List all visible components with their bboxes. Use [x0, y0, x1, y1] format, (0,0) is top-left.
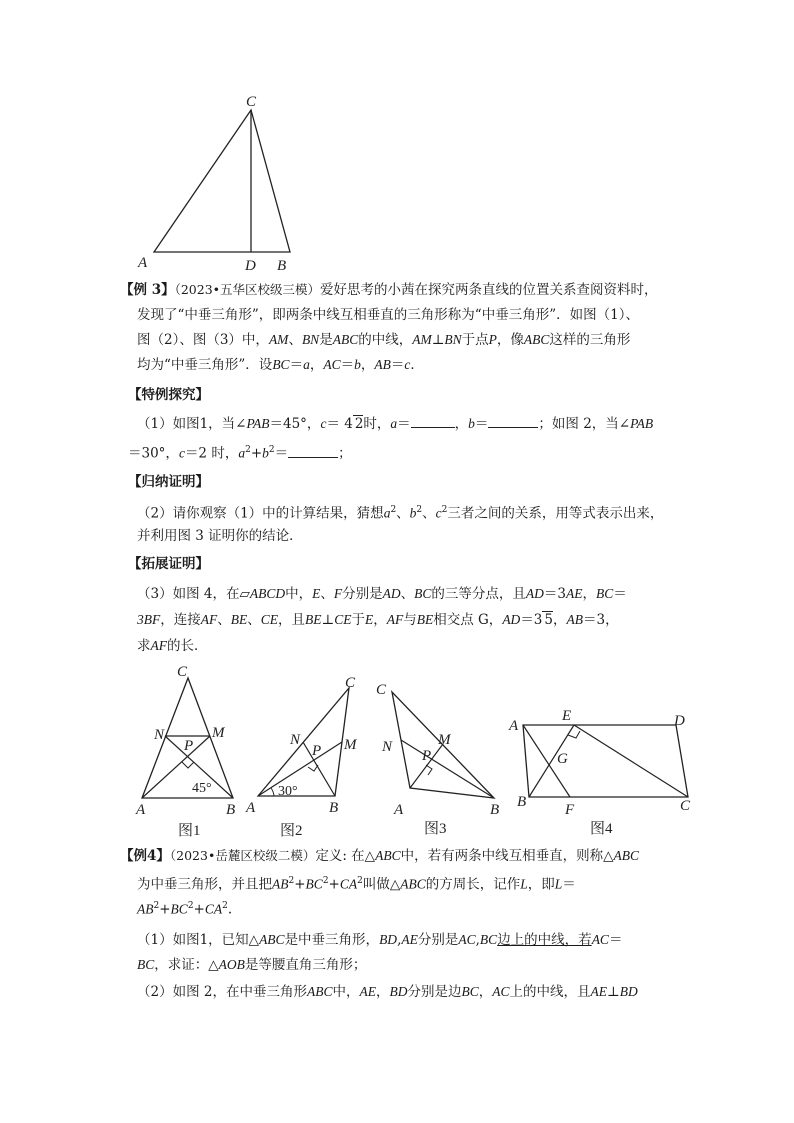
- ex4-q2-line1: [137, 982, 638, 1002]
- q1l2-b-text: ＝2 时，: [184, 445, 239, 462]
- q3l2-af-text: AF: [200, 612, 218, 627]
- l3-end-text: .: [227, 901, 233, 918]
- figure-3: [370, 662, 510, 842]
- q3l2-ad-text: AD: [502, 612, 521, 627]
- ex3-q3-line2: [137, 610, 619, 630]
- q3l2-sqrt-text: 5: [544, 612, 553, 628]
- line3-abc2-text: ABC: [523, 332, 550, 347]
- fig1-label-c: C: [177, 664, 188, 680]
- l2-d-text: ，即: [527, 876, 555, 893]
- ex3-heading-special: 【特例探究】: [128, 387, 209, 403]
- q1-e-text: ,: [475, 932, 480, 948]
- q3-f2-text: 的三等分点，且: [431, 586, 526, 602]
- fig1-label-angle: 45°: [192, 781, 212, 796]
- q1-b-text: ＝45°，: [269, 416, 321, 432]
- line4-sep2-text: ，: [360, 357, 375, 373]
- q2-bv-text: b: [409, 505, 417, 521]
- q2-d-text: 三者之间的关系，用等式表示出来，: [447, 505, 664, 522]
- line3-p-text: P: [488, 332, 497, 347]
- q1-d-text: ＝ 4: [326, 416, 353, 432]
- q3l2-be2-text: BE: [305, 612, 322, 627]
- q1-pab-text: PAB: [246, 416, 270, 431]
- figure-2: [240, 662, 370, 842]
- line3-bn-text: BN: [301, 332, 320, 347]
- q3l2-j-text: ，: [553, 612, 567, 628]
- fig2-label-m: M: [344, 737, 357, 753]
- figure-1: [130, 662, 250, 842]
- q1-f-text: ＝: [397, 416, 411, 432]
- q1-a2-text: a: [390, 416, 398, 431]
- line3-a-text: 图（2）、图（3）中，: [137, 332, 269, 348]
- l2-s2-text: 2: [322, 876, 329, 886]
- q1-a-text: （1）如图1，当∠: [137, 416, 247, 432]
- q1l2-sup1-text: 2: [245, 445, 251, 455]
- ex3-q3-line1: [137, 584, 627, 604]
- line4-cv-text: c: [404, 357, 411, 372]
- q3-i-text: ＝: [613, 586, 627, 602]
- triangle-acb: [154, 110, 290, 252]
- line4-ac-text: AC: [323, 357, 341, 372]
- fig2-label-angle: 30°: [278, 784, 298, 799]
- q3-b-text: 中，: [285, 586, 313, 602]
- q2-b-text: 中，: [332, 984, 360, 1000]
- q3l2-ce2-text: CE: [334, 612, 352, 627]
- line4-av-text: a: [303, 357, 310, 372]
- fig1-label-n: N: [154, 727, 165, 743]
- fig1-caption: 图1: [178, 823, 201, 839]
- line3-f-text: ，像: [496, 332, 524, 348]
- line3-am-text: AM: [268, 332, 289, 347]
- q3-ad-text: AD: [382, 586, 401, 601]
- q1l2-a-text: ＝30°，: [128, 445, 179, 462]
- fig3-label-c: C: [376, 682, 387, 698]
- ex3-line2: 发现了“中垂三角形”，即两条中线互相垂直的三角形称为“中垂三角形”．如图（1）、: [137, 307, 639, 323]
- q2-a-text: （2）请你观察（1）中的计算结果，猜想: [137, 505, 384, 522]
- q1-b2-text: b: [468, 416, 475, 431]
- q2-perp-text: ⊥: [607, 984, 620, 1000]
- q1-ac-text: AC: [458, 932, 476, 947]
- q2-s1-text: 2: [390, 505, 397, 515]
- q3l2-d-text: ，且: [278, 612, 306, 628]
- ex3-line4: [137, 355, 424, 375]
- fig3-label-n: N: [382, 739, 393, 755]
- ex3-source: （2023•五华区校级三模）: [174, 282, 321, 297]
- q2-ac-text: AC: [492, 984, 510, 999]
- fig2-label-n: N: [290, 732, 301, 748]
- l2-l-text: L: [520, 876, 528, 892]
- q1l2-a-text: ，求证：△: [154, 957, 219, 973]
- q1l2-plus-text: +: [250, 445, 263, 462]
- top-triangle-figure: [130, 90, 310, 275]
- q2-e-text: ，: [478, 984, 493, 1000]
- q1l2-end-text: ；: [338, 445, 352, 462]
- q1-g-text: ，: [454, 416, 469, 432]
- q3l2-b-text: 、: [217, 612, 231, 628]
- fig3-label-a: A: [394, 802, 404, 818]
- line4-sep1-text: ，: [309, 357, 324, 373]
- l2-b-text: 叫做△: [362, 876, 401, 893]
- label-b: B: [277, 258, 287, 274]
- q3-bc2-text: BC: [595, 586, 614, 601]
- fig1-right-angle: [182, 762, 194, 768]
- q3l2-bf-text: 3BF: [137, 612, 161, 627]
- line3-e-text: 于点: [461, 332, 489, 348]
- line3-abc-text: ABC: [332, 332, 359, 347]
- q1-d-text: 分别是: [417, 932, 459, 948]
- q3l2-h-text: 相交点 G，: [433, 612, 503, 628]
- q1l2-b-text: 是等腰直角三角形；: [244, 957, 367, 973]
- q1l2-c-text: c: [178, 445, 185, 461]
- fig4-line-ce: [574, 725, 688, 797]
- q1l2-a2-text: a: [238, 445, 246, 461]
- label-a: A: [138, 255, 148, 271]
- q3l2-c-text: 、: [247, 612, 261, 628]
- fig3-label-b: B: [490, 802, 500, 818]
- ex4-line2: [137, 871, 576, 895]
- example-4: [120, 846, 680, 1006]
- q2-b-text: 、: [396, 505, 410, 522]
- l3-p1-text: +: [159, 901, 171, 918]
- fig4-parallelogram: [523, 725, 688, 797]
- fig4-label-c: C: [680, 798, 691, 814]
- q3-e-text: E: [312, 586, 321, 601]
- answer-blank-sum[interactable]: [288, 445, 338, 458]
- l2-abc-text: ABC: [400, 876, 426, 892]
- line4-a-text: 均为“中垂三角形”．设: [137, 357, 273, 373]
- q2-c-text: 、: [422, 505, 436, 522]
- q1-a-text: （1）如图1，已知△: [137, 932, 260, 948]
- q1-c-text: c: [320, 416, 327, 431]
- q1-g-text: ＝: [608, 932, 623, 948]
- line4-eq3-text: ＝: [390, 357, 405, 373]
- q3-ad2-text: AD: [525, 586, 544, 601]
- label-d: D: [245, 258, 256, 274]
- q3l2-i-text: ＝3: [520, 612, 543, 628]
- q3l2-perp-text: ⊥: [321, 612, 335, 628]
- fig4-label-g: G: [557, 751, 568, 767]
- l1-b-text: 中，若有两条中线互相垂直，则称△: [400, 848, 614, 864]
- q3l2-ev-text: E: [364, 612, 374, 627]
- fig3-label-m: M: [438, 732, 451, 748]
- q3l2-ce-text: CE: [260, 612, 279, 627]
- ex4-tag: 【例4】: [120, 848, 170, 864]
- l2-c-text: 的方周长，记作: [425, 876, 521, 893]
- line4-end-text: ．: [410, 357, 424, 373]
- l3-s1-text: 2: [153, 901, 160, 911]
- q3l2-a-text: ，连接: [160, 612, 201, 628]
- l2-a-text: 为中垂三角形，并且把: [137, 876, 272, 893]
- l2-s3-text: 2: [357, 876, 363, 886]
- q1-h-text: ＝: [474, 416, 489, 432]
- fig1-label-m: M: [212, 725, 225, 741]
- q3-f-text: F: [333, 586, 343, 601]
- q2-s3-text: 2: [441, 505, 448, 515]
- q3l2-g-text: 与: [403, 612, 417, 628]
- q3l2-ab-text: AB: [566, 612, 583, 627]
- figure-4: [502, 700, 702, 840]
- ex4-line3: [137, 896, 232, 920]
- line3-bn2-text: BN: [444, 332, 462, 347]
- fig2-label-b: B: [329, 800, 339, 816]
- line3-g-text: 这样的三角形: [549, 332, 631, 348]
- fig4-caption: 图4: [590, 821, 613, 837]
- q2-f-text: 上的中线，且: [509, 984, 591, 1000]
- q1-ae-text: AE: [401, 932, 418, 947]
- q3l2-f-text: ，: [373, 612, 387, 628]
- fig2-caption: 图2: [280, 823, 303, 839]
- q3l2-e-text: 于: [351, 612, 365, 628]
- answer-blank-a[interactable]: [411, 415, 455, 428]
- q2-ae2-text: AE: [590, 984, 608, 999]
- ex4-q1-line1: [137, 930, 622, 950]
- q3-abcd-text: ABCD: [249, 586, 286, 601]
- q1-i-text: ；如图 2，当∠: [538, 416, 631, 432]
- ex3-tag: 【例 3】: [120, 282, 175, 298]
- q1-ac2-text: AC: [591, 932, 609, 947]
- ex3-heading-extension: 【拓展证明】: [128, 556, 209, 572]
- q1-abc-text: ABC: [259, 932, 285, 947]
- fig4-label-b: B: [517, 794, 527, 810]
- l3-p2-text: +: [193, 901, 205, 918]
- q2-cv-text: c: [435, 505, 442, 521]
- q1l2-aob-text: AOB: [218, 957, 245, 972]
- l1-abc2-text: ABC: [613, 848, 639, 863]
- fig3-right-angle: [426, 765, 432, 775]
- l2-ca-text: CA: [339, 876, 358, 892]
- line3-d-text: 的中线，: [358, 332, 413, 348]
- q1-sqrt-text: 2: [354, 416, 364, 432]
- q3l2-k-text: ＝3，: [583, 612, 619, 628]
- q1l2-b2-text: b: [262, 445, 269, 461]
- ex3-q3-line3: [137, 636, 208, 656]
- ex3-line3: [137, 330, 630, 350]
- q3l3-a-text: 求: [137, 638, 151, 654]
- l2-p2-text: +: [328, 876, 340, 893]
- l2-s1-text: 2: [288, 876, 295, 886]
- q1-e-text: 时，: [363, 416, 391, 432]
- q2-ae-text: AE: [359, 984, 376, 999]
- q3-c-text: 、: [320, 586, 334, 602]
- fig3-label-p: P: [422, 748, 432, 764]
- fig1-label-b: B: [226, 802, 236, 818]
- ex3-line1: 爱好思考的小茜在探究两条直线的位置关系查阅资料时，: [320, 282, 658, 298]
- fig2-label-p: P: [312, 743, 322, 759]
- fig4-label-e: E: [562, 708, 572, 724]
- q2-c-text: ，: [375, 984, 390, 1000]
- l2-bc-text: BC: [305, 876, 323, 892]
- ex3-q1-line2: [128, 440, 352, 464]
- l3-ab-text: AB: [137, 901, 154, 917]
- ex3-q2-line2: 并利用图 3 证明你的结论．: [137, 528, 303, 544]
- ex4-line1: [120, 846, 639, 866]
- q3-a-text: （3）如图 4，在▱: [137, 586, 250, 602]
- line3-am2-text: AM: [412, 332, 432, 347]
- fig3-caption: 图3: [424, 821, 447, 837]
- q1-pab2-text: PAB: [630, 416, 654, 431]
- q3-h-text: ，: [582, 586, 596, 602]
- line3-c-text: 是: [319, 332, 333, 348]
- fig2-angle-arc: [271, 788, 274, 796]
- q2-bc-text: BC: [461, 984, 479, 999]
- l2-l2-text: L: [554, 876, 563, 892]
- fig4-label-a: A: [509, 718, 519, 734]
- ex4-source: （2023•岳麓区校级二模）: [169, 848, 316, 863]
- l1-a-text: 定义: 在△: [315, 848, 376, 864]
- fig1-label-a: A: [136, 802, 146, 818]
- line4-eq2-text: ＝: [340, 357, 355, 373]
- line3-perp-text: ⊥: [431, 332, 445, 348]
- l2-ab-text: AB: [272, 876, 289, 892]
- ex4-q1-line2: [137, 955, 366, 975]
- q3l2-be-text: BE: [230, 612, 248, 627]
- fig2-label-c: C: [345, 675, 356, 691]
- q3l2-af2-text: AF: [386, 612, 404, 627]
- line4-ab-text: AB: [374, 357, 391, 372]
- line4-bc-text: BC: [272, 357, 290, 372]
- example-3: [120, 280, 680, 660]
- q2-abc-text: ABC: [306, 984, 333, 999]
- line4-eq1-text: ＝: [289, 357, 304, 373]
- ex3-q2-line1: [137, 500, 663, 524]
- answer-blank-b[interactable]: [488, 415, 538, 428]
- fig2-label-a: A: [246, 800, 256, 816]
- q1-c-text: ,: [397, 932, 402, 948]
- q1-b-text: 是中垂三角形，: [284, 932, 380, 948]
- q2-d-text: 分别是边: [407, 984, 462, 1000]
- fig2-median-am: [258, 742, 342, 796]
- q1-bc-text: BC: [479, 932, 498, 947]
- q2-s2-text: 2: [416, 505, 423, 515]
- line4-bv-text: b: [354, 357, 361, 372]
- fig1-label-p: P: [184, 738, 194, 754]
- q3l2-be3-text: BE: [416, 612, 434, 627]
- fig4-label-d: D: [674, 713, 685, 729]
- q3-ae-text: AE: [565, 586, 583, 601]
- fig4-label-f: F: [565, 802, 575, 818]
- q2-bd-text: BD: [389, 984, 408, 999]
- q2-av-text: a: [383, 505, 391, 521]
- l3-ca-text: CA: [204, 901, 223, 917]
- q1l2-bc-text: BC: [137, 957, 155, 972]
- l2-e-text: ＝: [562, 876, 576, 893]
- l3-s3-text: 2: [222, 901, 228, 911]
- ex3-q1-line1: [137, 414, 653, 434]
- ex3-heading-induction: 【归纳证明】: [128, 474, 209, 490]
- q2-a-text: （2）如图 2，在中垂三角形: [137, 984, 307, 1000]
- l2-p1-text: +: [294, 876, 306, 893]
- q1-bd-text: BD: [379, 932, 398, 947]
- q3-bc-text: BC: [414, 586, 432, 601]
- q2-bd2-text: BD: [619, 984, 638, 999]
- l3-s2-text: 2: [187, 901, 194, 911]
- q3-d-text: 分别是: [342, 586, 383, 602]
- q3l3-af-text: AF: [150, 638, 167, 653]
- q3l3-b-text: 的长．: [167, 638, 208, 654]
- q1l2-sup2-text: 2: [268, 445, 275, 455]
- q1l2-eq-text: ＝: [274, 445, 289, 462]
- label-c: C: [246, 94, 257, 110]
- q3-g-text: ＝3: [543, 586, 566, 602]
- q3-e2-text: 、: [400, 586, 415, 602]
- l3-bc-text: BC: [170, 901, 188, 917]
- fig3-median-bn: [401, 740, 494, 798]
- q1-f-text: 边上的中线，若: [497, 932, 592, 948]
- line3-b-text: 、: [288, 332, 302, 348]
- l1-abc-text: ABC: [375, 848, 401, 863]
